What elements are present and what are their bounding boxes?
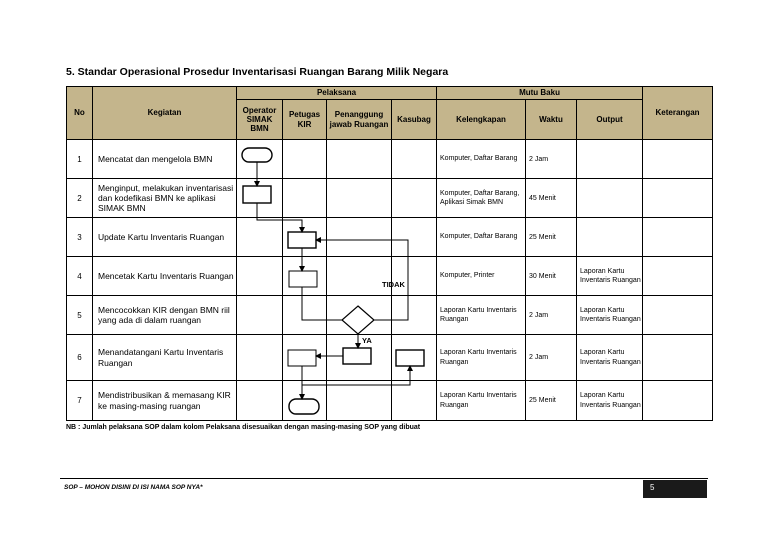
lane-cell xyxy=(392,257,437,296)
header-no: No xyxy=(67,87,93,140)
row-output xyxy=(577,179,643,218)
row-no: 4 xyxy=(67,257,93,296)
label-tidak: TIDAK xyxy=(382,280,405,289)
row-no: 3 xyxy=(67,218,93,257)
row-keterangan xyxy=(643,335,713,381)
footer-divider xyxy=(60,478,708,479)
lane-cell xyxy=(237,257,283,296)
row-no: 7 xyxy=(67,381,93,421)
row-no: 6 xyxy=(67,335,93,381)
row-output: Laporan Kartu Inventaris Ruangan xyxy=(577,335,643,381)
lane-cell xyxy=(237,218,283,257)
lane-cell xyxy=(283,335,327,381)
table-row xyxy=(67,179,713,218)
lane-cell xyxy=(283,140,327,179)
table-row xyxy=(67,296,713,335)
lane-cell xyxy=(237,335,283,381)
lane-cell xyxy=(237,381,283,421)
row-kelengkapan: Komputer, Daftar Barang xyxy=(437,140,526,179)
row-keterangan xyxy=(643,218,713,257)
lane-cell xyxy=(283,218,327,257)
row-output xyxy=(577,218,643,257)
footer-text: SOP – MOHON DISINI DI ISI NAMA SOP NYA* xyxy=(64,484,203,491)
row-waktu: 2 Jam xyxy=(526,335,577,381)
row-output xyxy=(577,140,643,179)
lane-cell xyxy=(237,296,283,335)
row-no: 2 xyxy=(67,179,93,218)
header-penanggung: Penanggung jawab Ruangan xyxy=(327,100,392,140)
row-output: Laporan Kartu Inventaris Ruangan xyxy=(577,257,643,296)
header-kasubag: Kasubag xyxy=(392,100,437,140)
row-kelengkapan: Laporan Kartu Inventaris Ruangan xyxy=(437,381,526,421)
row-waktu: 2 Jam xyxy=(526,296,577,335)
row-keterangan xyxy=(643,257,713,296)
lane-cell xyxy=(283,179,327,218)
row-output: Laporan Kartu Inventaris Ruangan xyxy=(577,381,643,421)
lane-cell xyxy=(392,140,437,179)
row-waktu: 2 Jam xyxy=(526,140,577,179)
lane-cell xyxy=(392,335,437,381)
row-kegiatan: Menandatangani Kartu Inventaris Ruangan xyxy=(93,335,237,381)
header-mutu-baku: Mutu Baku xyxy=(437,87,643,100)
footnote: NB : Jumlah pelaksana SOP dalam kolom Pelaksana disesuaikan dengan masing-masing SOP yang dibuat xyxy=(66,424,421,431)
lane-cell xyxy=(327,140,392,179)
row-waktu: 30 Menit xyxy=(526,257,577,296)
lane-cell xyxy=(237,179,283,218)
row-kelengkapan: Laporan Kartu Inventaris Ruangan xyxy=(437,335,526,381)
row-kelengkapan: Komputer, Daftar Barang, Aplikasi Simak BMN xyxy=(437,179,526,218)
lane-cell xyxy=(327,296,392,335)
header-pelaksana: Pelaksana xyxy=(237,87,437,100)
row-keterangan xyxy=(643,140,713,179)
table-row xyxy=(67,140,713,179)
row-kegiatan: Mencocokkan KIR dengan BMN riil yang ada di dalam ruangan xyxy=(93,296,237,335)
lane-cell xyxy=(392,381,437,421)
lane-cell xyxy=(283,257,327,296)
lane-cell xyxy=(392,218,437,257)
page-title: 5. Standar Operasional Prosedur Inventarisasi Ruangan Barang Milik Negara xyxy=(66,66,449,78)
lane-cell xyxy=(327,335,392,381)
row-keterangan xyxy=(643,179,713,218)
row-waktu: 45 Menit xyxy=(526,179,577,218)
row-kegiatan: Menginput, melakukan inventarisasi dan kodefikasi BMN ke aplikasi SIMAK BMN xyxy=(93,179,237,218)
header-kelengkapan: Kelengkapan xyxy=(437,100,526,140)
row-no: 1 xyxy=(67,140,93,179)
row-kegiatan: Mencetak Kartu Inventaris Ruangan xyxy=(93,257,237,296)
row-kelengkapan: Komputer, Daftar Barang xyxy=(437,218,526,257)
row-keterangan xyxy=(643,381,713,421)
header-kegiatan: Kegiatan xyxy=(93,87,237,140)
header-operator: Operator SIMAK BMN xyxy=(237,100,283,140)
lane-cell xyxy=(327,257,392,296)
label-ya: YA xyxy=(362,336,372,345)
table-row xyxy=(67,335,713,381)
lane-cell xyxy=(237,140,283,179)
header-keterangan: Keterangan xyxy=(643,87,713,140)
row-kegiatan: Mendistribusikan & memasang KIR ke masing-masing ruangan xyxy=(93,381,237,421)
lane-cell xyxy=(392,296,437,335)
lane-cell xyxy=(392,179,437,218)
row-output: Laporan Kartu Inventaris Ruangan xyxy=(577,296,643,335)
lane-cell xyxy=(327,179,392,218)
lane-cell xyxy=(327,381,392,421)
row-kegiatan: Update Kartu Inventaris Ruangan xyxy=(93,218,237,257)
row-keterangan xyxy=(643,296,713,335)
header-output: Output xyxy=(577,100,643,140)
row-waktu: 25 Menit xyxy=(526,381,577,421)
header-waktu: Waktu xyxy=(526,100,577,140)
row-kelengkapan: Komputer, Printer xyxy=(437,257,526,296)
row-waktu: 25 Menit xyxy=(526,218,577,257)
row-kelengkapan: Laporan Kartu Inventaris Ruangan xyxy=(437,296,526,335)
page-number: 5 xyxy=(650,483,655,492)
sop-table xyxy=(66,86,713,421)
lane-cell xyxy=(283,381,327,421)
table-row xyxy=(67,218,713,257)
row-kegiatan: Mencatat dan mengelola BMN xyxy=(93,140,237,179)
lane-cell xyxy=(327,218,392,257)
lane-cell xyxy=(283,296,327,335)
table-row xyxy=(67,257,713,296)
table-row xyxy=(67,381,713,421)
page-number-box xyxy=(643,480,707,498)
row-no: 5 xyxy=(67,296,93,335)
header-petugas: Petugas KIR xyxy=(283,100,327,140)
